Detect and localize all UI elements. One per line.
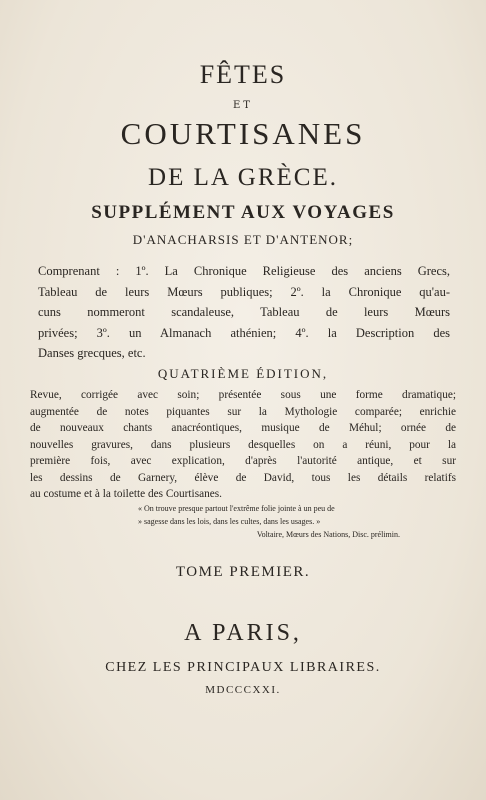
title-line-courtisanes: COURTISANES bbox=[120, 116, 366, 151]
subtitle-anacharsis: D'ANACHARSIS ET D'ANTENOR; bbox=[132, 232, 354, 247]
description-line: première fois, avec explication, d'après l'autorité antique, et sur bbox=[30, 455, 456, 467]
contents-line: Tableau de leurs Mœurs publiques; 2º. la Chronique qu'au- bbox=[38, 284, 450, 299]
imprint-publisher: CHEZ LES PRINCIPAUX LIBRAIRES. bbox=[105, 660, 381, 675]
description-line: nouvelles gravures, dans plusieurs desquelles on a réuni, pour la bbox=[30, 438, 456, 451]
contents-line: privées; 3º. un Almanach athénien; 4º. la Description des bbox=[38, 325, 450, 340]
title-line-fetes: FÊTES bbox=[199, 60, 287, 89]
epigraph bbox=[138, 503, 400, 528]
epigraph-line: » sagesse dans les lois, dans les cultes, dans les usages. » bbox=[138, 516, 321, 526]
title-line-et: ET bbox=[233, 100, 253, 111]
imprint-year: MDCCCXXI. bbox=[205, 684, 281, 696]
imprint-city: A PARIS, bbox=[184, 620, 302, 646]
title-line-de-la-grece: DE LA GRÈCE. bbox=[148, 164, 338, 191]
epigraph-line: « On trouve presque partout l'extrême folie jointe à un peu de bbox=[138, 504, 335, 513]
description-line: au costume et à la toilette des Courtisanes. bbox=[30, 488, 222, 500]
volume-label: TOME PREMIER. bbox=[175, 564, 311, 580]
contents-line: Danses grecques, etc. bbox=[38, 346, 146, 360]
description-line: de nouveaux chants anacréontiques, musique de Méhul; ornée de bbox=[30, 422, 456, 434]
edition-heading: QUATRIÈME ÉDITION, bbox=[157, 366, 329, 381]
description-line: Revue, corrigée avec soin; présentée sous une forme dramatique; bbox=[30, 389, 456, 401]
description-line: les dessins de Garnery, élève de David, tous les détails relatifs bbox=[30, 471, 456, 484]
description-paragraph bbox=[30, 387, 456, 503]
epigraph-attribution: Voltaire, Mœurs des Nations, Disc. prélimin. bbox=[256, 530, 400, 539]
contents-line: Comprenant : 1º. La Chronique Religieuse des anciens Grecs, bbox=[38, 264, 450, 278]
contents-line: cuns nommeront scandaleuse, Tableau de leurs Mœurs bbox=[38, 305, 450, 319]
description-line: augmentée de notes piquantes sur la Mythologie comparée; enrichie bbox=[30, 405, 456, 418]
subtitle-supplement: SUPPLÉMENT AUX VOYAGES bbox=[91, 202, 395, 223]
contents-paragraph bbox=[38, 261, 450, 364]
